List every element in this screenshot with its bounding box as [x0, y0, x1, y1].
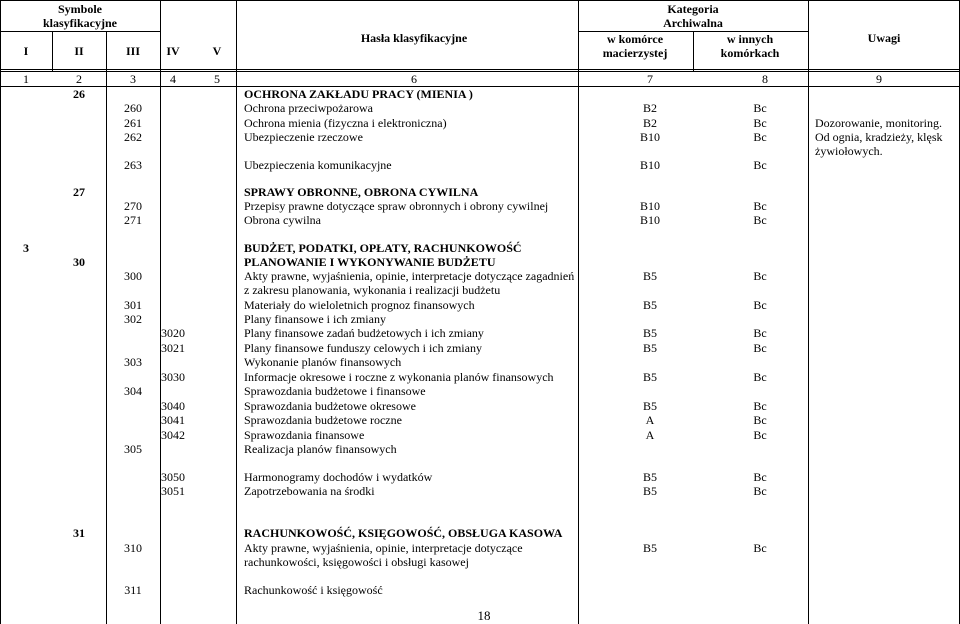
row-category: A: [645, 428, 655, 442]
row-other-category: Bc: [753, 199, 767, 213]
row-other-category: Bc: [753, 326, 767, 340]
in-cell-header-line2: macierzystej: [602, 46, 668, 60]
col-number: 8: [762, 72, 768, 86]
row-category: B5: [642, 341, 658, 355]
symbols-header-line2: klasyfikacyjne: [42, 16, 118, 30]
col-number: 2: [76, 72, 82, 86]
row-other-category: Bc: [753, 101, 767, 115]
row-other-category: Bc: [753, 341, 767, 355]
row-name-line2: rachunkowości, księgowości i obsługi kasowej: [244, 555, 469, 569]
row-code: 27: [73, 185, 85, 199]
row-category: B10: [639, 199, 661, 213]
row-name: Harmonogramy dochodów i wydatków: [244, 470, 433, 484]
row-code: 3042: [161, 428, 185, 442]
row-name: Materiały do wieloletnich prognoz finansowych: [244, 298, 475, 312]
level-v-header: V: [212, 44, 222, 58]
row-code: 262: [124, 130, 142, 144]
other-cells-header: w innych: [726, 32, 774, 46]
row-name: Sprawozdania finansowe: [244, 428, 365, 442]
row-code: 270: [124, 199, 142, 213]
row-category: B5: [642, 269, 658, 283]
keywords-header: Hasła klasyfikacyjne: [360, 31, 468, 45]
row-name: Realizacja planów finansowych: [244, 442, 397, 456]
in-cell-header: w komórce: [606, 32, 664, 46]
row-category: B10: [639, 213, 661, 227]
row-other-category: Bc: [753, 370, 767, 384]
col-number: 4: [170, 72, 176, 86]
row-other-category: Bc: [753, 116, 767, 130]
row-other-category: Bc: [753, 298, 767, 312]
row-name: Ochrona przeciwpożarowa: [244, 101, 373, 115]
row-code: 261: [124, 116, 142, 130]
row-name: Obrona cywilna: [244, 213, 321, 227]
row-name: BUDŻET, PODATKI, OPŁATY, RACHUNKOWOŚĆ: [244, 241, 522, 255]
row-code: 3030: [161, 370, 185, 384]
row-code: 3: [23, 241, 29, 255]
row-other-category: Bc: [753, 413, 767, 427]
col-number: 5: [214, 72, 220, 86]
row-category: B5: [642, 326, 658, 340]
row-code: 305: [124, 442, 142, 456]
category-header: Kategoria: [667, 2, 719, 16]
level-iv-header: IV: [166, 44, 180, 58]
row-code: 30: [73, 255, 85, 269]
row-name: Ochrona mienia (fizyczna i elektroniczna): [244, 116, 447, 130]
row-name: Akty prawne, wyjaśnienia, opinie, interpretacje dotyczące zagadnień: [244, 269, 575, 283]
level-i-header: I: [23, 44, 29, 58]
row-other-category: Bc: [753, 541, 767, 555]
row-name: Informacje okresowe i roczne z wykonania planów finansowych: [244, 370, 554, 384]
row-category: B2: [642, 116, 658, 130]
row-code: 260: [124, 101, 142, 115]
row-other-category: Bc: [753, 213, 767, 227]
row-name: Przepisy prawne dotyczące spraw obronnych i obrony cywilnej: [244, 199, 549, 213]
row-other-category: Bc: [753, 484, 767, 498]
row-code: 310: [124, 541, 142, 555]
col-number: 9: [876, 72, 882, 86]
row-remark-line2: żywiołowych.: [815, 144, 883, 158]
row-category: B10: [639, 130, 661, 144]
row-remark: Dozorowanie, monitoring.: [815, 116, 942, 130]
level-iii-header: III: [125, 44, 141, 58]
row-other-category: Bc: [753, 130, 767, 144]
row-code: 3051: [161, 484, 185, 498]
row-name: Plany finansowe funduszy celowych i ich zmiany: [244, 341, 482, 355]
row-code: 3020: [161, 326, 185, 340]
row-name: Ubezpieczenie rzeczowe: [244, 130, 363, 144]
row-name: Sprawozdania budżetowe roczne: [244, 413, 402, 427]
row-name: SPRAWY OBRONNE, OBRONA CYWILNA: [244, 185, 479, 199]
row-name: Sprawozdania budżetowe okresowe: [244, 399, 416, 413]
row-category: B2: [642, 101, 658, 115]
row-code: 271: [124, 213, 142, 227]
row-code: 3021: [161, 341, 185, 355]
row-name: PLANOWANIE I WYKONYWANIE BUDŻETU: [244, 255, 496, 269]
row-name: Ubezpieczenia komunikacyjne: [244, 158, 392, 172]
level-ii-header: II: [74, 44, 84, 58]
row-name: Akty prawne, wyjaśnienia, opinie, interpretacje dotyczące: [244, 541, 523, 555]
row-code: 3041: [161, 413, 185, 427]
row-code: 302: [124, 312, 142, 326]
row-other-category: Bc: [753, 269, 767, 283]
row-name: Wykonanie planów finansowych: [244, 355, 402, 369]
row-code: 300: [124, 269, 142, 283]
other-cells-header-line2: komórkach: [720, 46, 780, 60]
category-header-line2: Archiwalna: [663, 16, 723, 30]
col-number: 1: [23, 72, 29, 86]
row-code: 301: [124, 298, 142, 312]
row-name: OCHRONA ZAKŁADU PRACY (MIENIA ): [244, 87, 473, 101]
row-code: 311: [124, 583, 142, 597]
row-category: B5: [642, 470, 658, 484]
row-code: 303: [124, 355, 142, 369]
row-other-category: Bc: [753, 428, 767, 442]
col-number: 3: [130, 72, 136, 86]
row-category: B5: [642, 370, 658, 384]
row-category: B10: [639, 158, 661, 172]
row-category: A: [645, 413, 655, 427]
row-other-category: Bc: [753, 399, 767, 413]
col-number: 7: [647, 72, 653, 86]
row-code: 31: [73, 526, 85, 540]
row-name: Plany finansowe i ich zmiany: [244, 312, 386, 326]
row-code: 26: [73, 87, 85, 101]
row-name: Sprawozdania budżetowe i finansowe: [244, 384, 426, 398]
row-category: B5: [642, 541, 658, 555]
symbols-header: Symbole: [57, 2, 103, 16]
row-name-line2: z zakresu planowania, wykonania i realizacji budżetu: [244, 283, 501, 297]
row-category: B5: [642, 298, 658, 312]
remarks-header: Uwagi: [867, 31, 901, 45]
row-name: Plany finansowe zadań budżetowych i ich zmiany: [244, 326, 484, 340]
row-name: RACHUNKOWOŚĆ, KSIĘGOWOŚĆ, OBSŁUGA KASOWA: [244, 526, 563, 540]
row-category: B5: [642, 484, 658, 498]
row-other-category: Bc: [753, 470, 767, 484]
row-code: 3050: [161, 470, 185, 484]
row-name: Zapotrzebowania na środki: [244, 484, 375, 498]
row-code: 263: [124, 158, 142, 172]
row-code: 3040: [161, 399, 185, 413]
row-remark: Od ognia, kradzieży, klęsk: [815, 130, 943, 144]
row-category: B5: [642, 399, 658, 413]
col-number: 6: [411, 72, 417, 86]
row-code: 304: [124, 384, 142, 398]
row-name: Rachunkowość i księgowość: [244, 583, 383, 597]
page-number: 18: [475, 609, 494, 623]
row-other-category: Bc: [753, 158, 767, 172]
